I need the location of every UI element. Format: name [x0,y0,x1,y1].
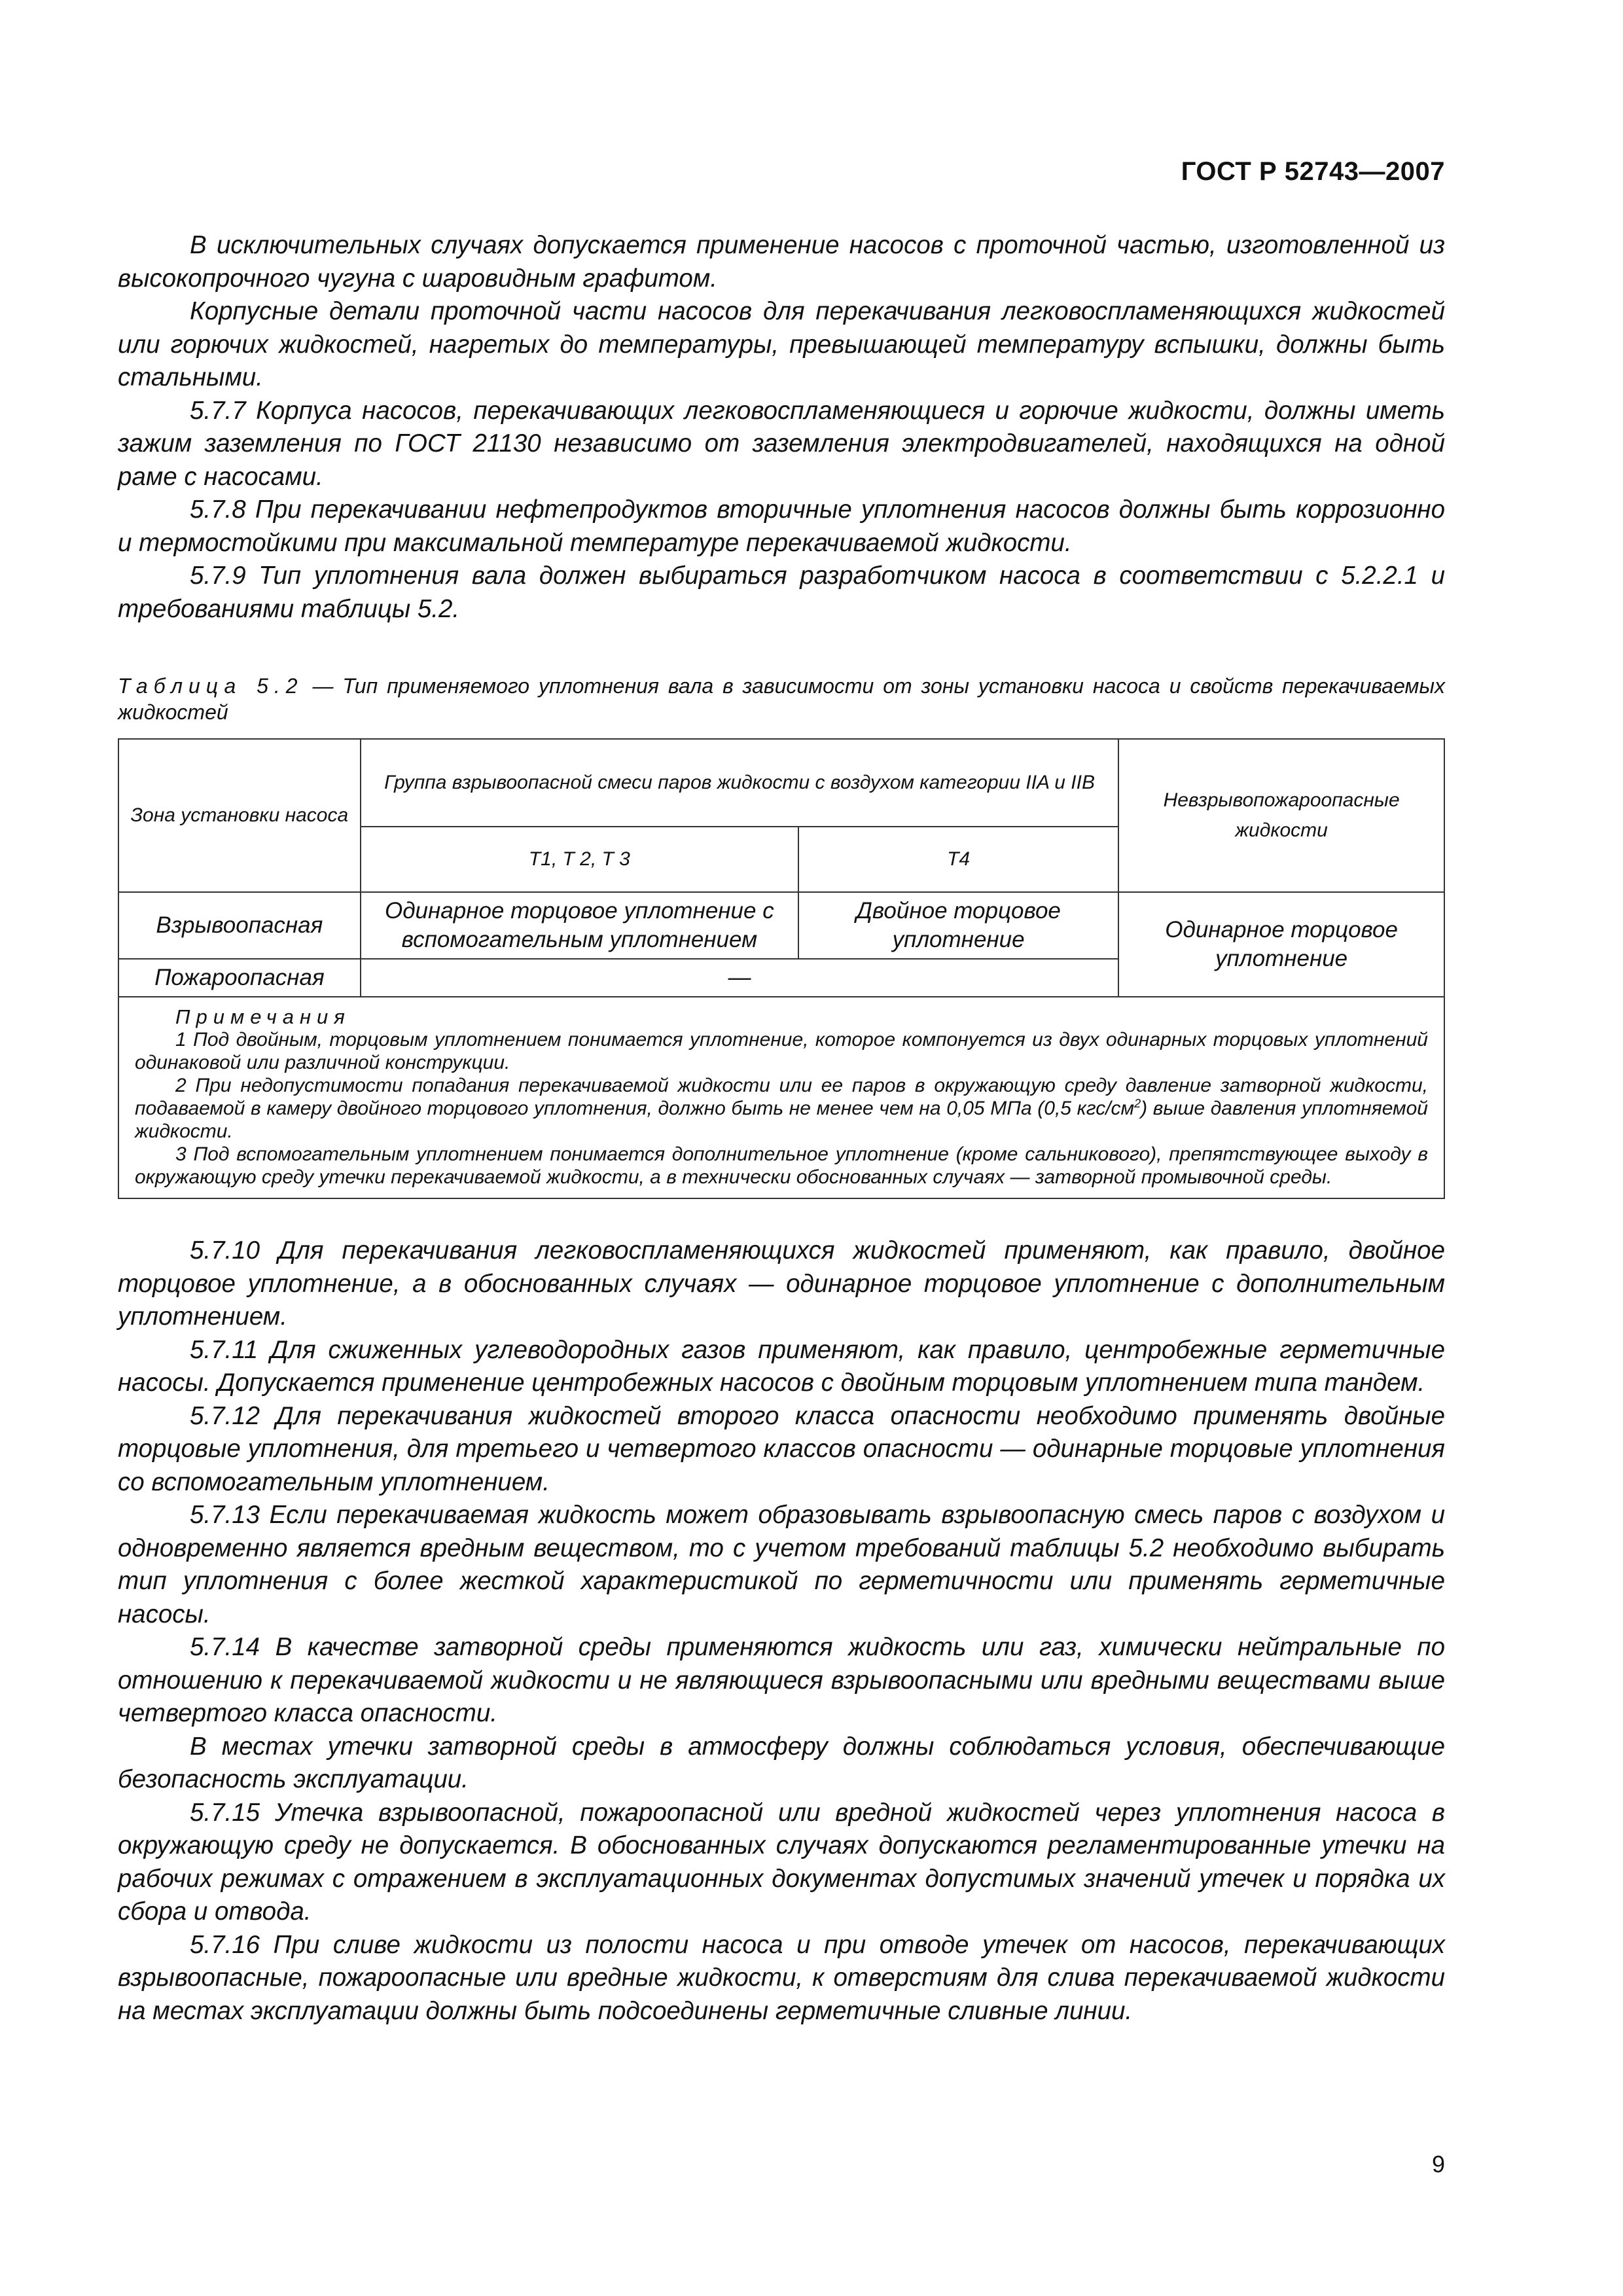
paragraph-5-7-7: 5.7.7 Корпуса насосов, перекачивающих легковоспламеняющиеся и горючие жидкости, должны иметь зажим заземления по ГОСТ 21130 независимо от заземления электродвигателей, находящихся на одной раме с насосами. [118,396,1445,491]
table-caption [118,673,1445,725]
paragraph-5-7-10: 5.7.10 Для перекачивания легковоспламеняющихся жидкостей применяют, как правило, двойное торцовое уплотнение, а в обоснованных случаях — одинарное торцовое уплотнение с дополнительным уплотнением. [118,1236,1445,1331]
header-t1-t2-t3: T1, T 2, T 3 [361,827,798,892]
paragraph-5-7-15: 5.7.15 Утечка взрывоопасной, пожароопасной или вредной жидкостей через уплотнения насоса в окружающую среду не допускается. В обоснованных случаях допускаются регламентированные утечки на рабочих режимах с отражением в эксплуатационных документах допустимых значений утечек и порядка их сбора и отвода. [118,1798,1445,1926]
paragraph-5-7-8: 5.7.8 При перекачивании нефтепродуктов вторичные уплотнения насосов должны быть коррозионно и термостойкими при максимальной температуре перекачиваемой жидкости. [118,495,1445,557]
page-number: 9 [1431,2151,1445,2178]
header-mixture-group: Группа взрывоопасной смеси паров жидкости с воздухом категории IIA и IIB [361,739,1118,827]
header-zone: Зона установки насоса [118,739,361,892]
document-code-header: ГОСТ Р 52743—2007 [1181,157,1445,186]
paragraph: В исключительных случаях допускается применение насосов с проточной частью, изготовленной из высокопрочного чугуна с шаровидным графитом. [118,231,1445,293]
nonflammable-value: Одинарное торцовое уплотнение [1118,892,1444,997]
paragraph-5-7-9: 5.7.9 Тип уплотнения вала должен выбираться разработчиком насоса в соответствии с 5.2.2.1 и требованиями таблицы 5.2. [118,562,1445,623]
paragraph: Корпусные детали проточной части насосов для перекачивания легковоспламеняющихся жидкостей или горючих жидкостей, нагретых до температуры, превышающей температуру вспышки, должны быть стальными. [118,297,1445,391]
after-table-section [118,1234,1445,2028]
paragraph-5-7-11: 5.7.11 Для сжиженных углеводородных газов применяют, как правило, центробежные герметичные насосы. Допускается применение центробежных насосов с двойным торцовым уплотнением типа тандем. [118,1335,1445,1397]
table-caption-prefix: Таблица 5.2 [118,674,304,698]
paragraph-5-7-14: 5.7.14 В качестве затворной среды применяются жидкость или газ, химически нейтральные по отношению к перекачиваемой жидкости и не являющиеся взрывоопасными или вредными веществами выше четвертого класса опасности. [118,1633,1445,1727]
row-fire-zone: Пожароопасная [118,959,361,997]
note-2-text: 2 При недопустимости попадания перекачиваемой жидкости или ее паров в окружающую среду давление затворной жидкости, подаваемой в камеру двойного торцового уплотнения, должно быть не менее чем на 0,05 МПа (0,5 кгс/см [135,1075,1428,1119]
seal-type-table [118,738,1445,1199]
paragraph-5-7-13: 5.7.13 Если перекачиваемая жидкость может образовывать взрывоопасную смесь паров с воздухом и одновременно является вредным веществом, то с учетом требований таблицы 5.2 необходимо выбирать тип уплотнения с более жесткой характеристикой по герметичности или применять герметичные насосы. [118,1501,1445,1628]
paragraph-5-7-12: 5.7.12 Для перекачивания жидкостей второго класса опасности необходимо применять двойные торцовые уплотнения, для третьего и четвертого классов опасности — одинарные торцовые уплотнения со вспомогательным уплотнением. [118,1401,1445,1496]
table-caption-text: — Тип применяемого уплотнения вала в зависимости от зоны установки насоса и свойств перекачиваемых жидкостей [118,674,1446,724]
note-2 [135,1074,1428,1143]
table-notes [118,997,1444,1198]
paragraph: В местах утечки затворной среды в атмосферу должны соблюдаться условия, обеспечивающие безопасность эксплуатации. [118,1732,1445,1793]
row-fire-merged: — [361,959,1118,997]
row-explosive-t4: Двойное торцовое уплотнение [798,892,1118,959]
note-1: 1 Под двойным, торцовым уплотнением понимается уплотнение, которое компонуется из двух одинарных торцовых уплотнений одинаковой или различной конструкции. [135,1029,1428,1073]
header-t4: T4 [798,827,1118,892]
note-2-tail: ) выше давления уплотняемой жидкости. [135,1098,1428,1142]
header-nonflammable: Невзрывопожароопасные жидкости [1118,739,1444,892]
notes-title: Примечания [175,1005,351,1028]
row-explosive-zone: Взрывоопасная [118,892,361,959]
paragraph-5-7-16: 5.7.16 При сливе жидкости из полости насоса и при отводе утечек от насосов, перекачивающих взрывоопасные, пожароопасные или вредные жидкости, к отверстиям для слива перекачиваемой жидкости на местах эксплуатации должны быть подсоединены герметичные сливные линии. [118,1930,1445,2025]
row-explosive-t123: Одинарное торцовое уплотнение с вспомогательным уплотнением [361,892,798,959]
note-2-superscript: 2 [1134,1097,1141,1110]
note-3: 3 Под вспомогательным уплотнением понимается дополнительное уплотнение (кроме сальникового), препятствующее выходу в окружающую среду утечки перекачиваемой жидкости, а в технически обоснованных случаях — затворной промывочной среды. [135,1143,1428,1188]
page-body [118,229,1445,2028]
